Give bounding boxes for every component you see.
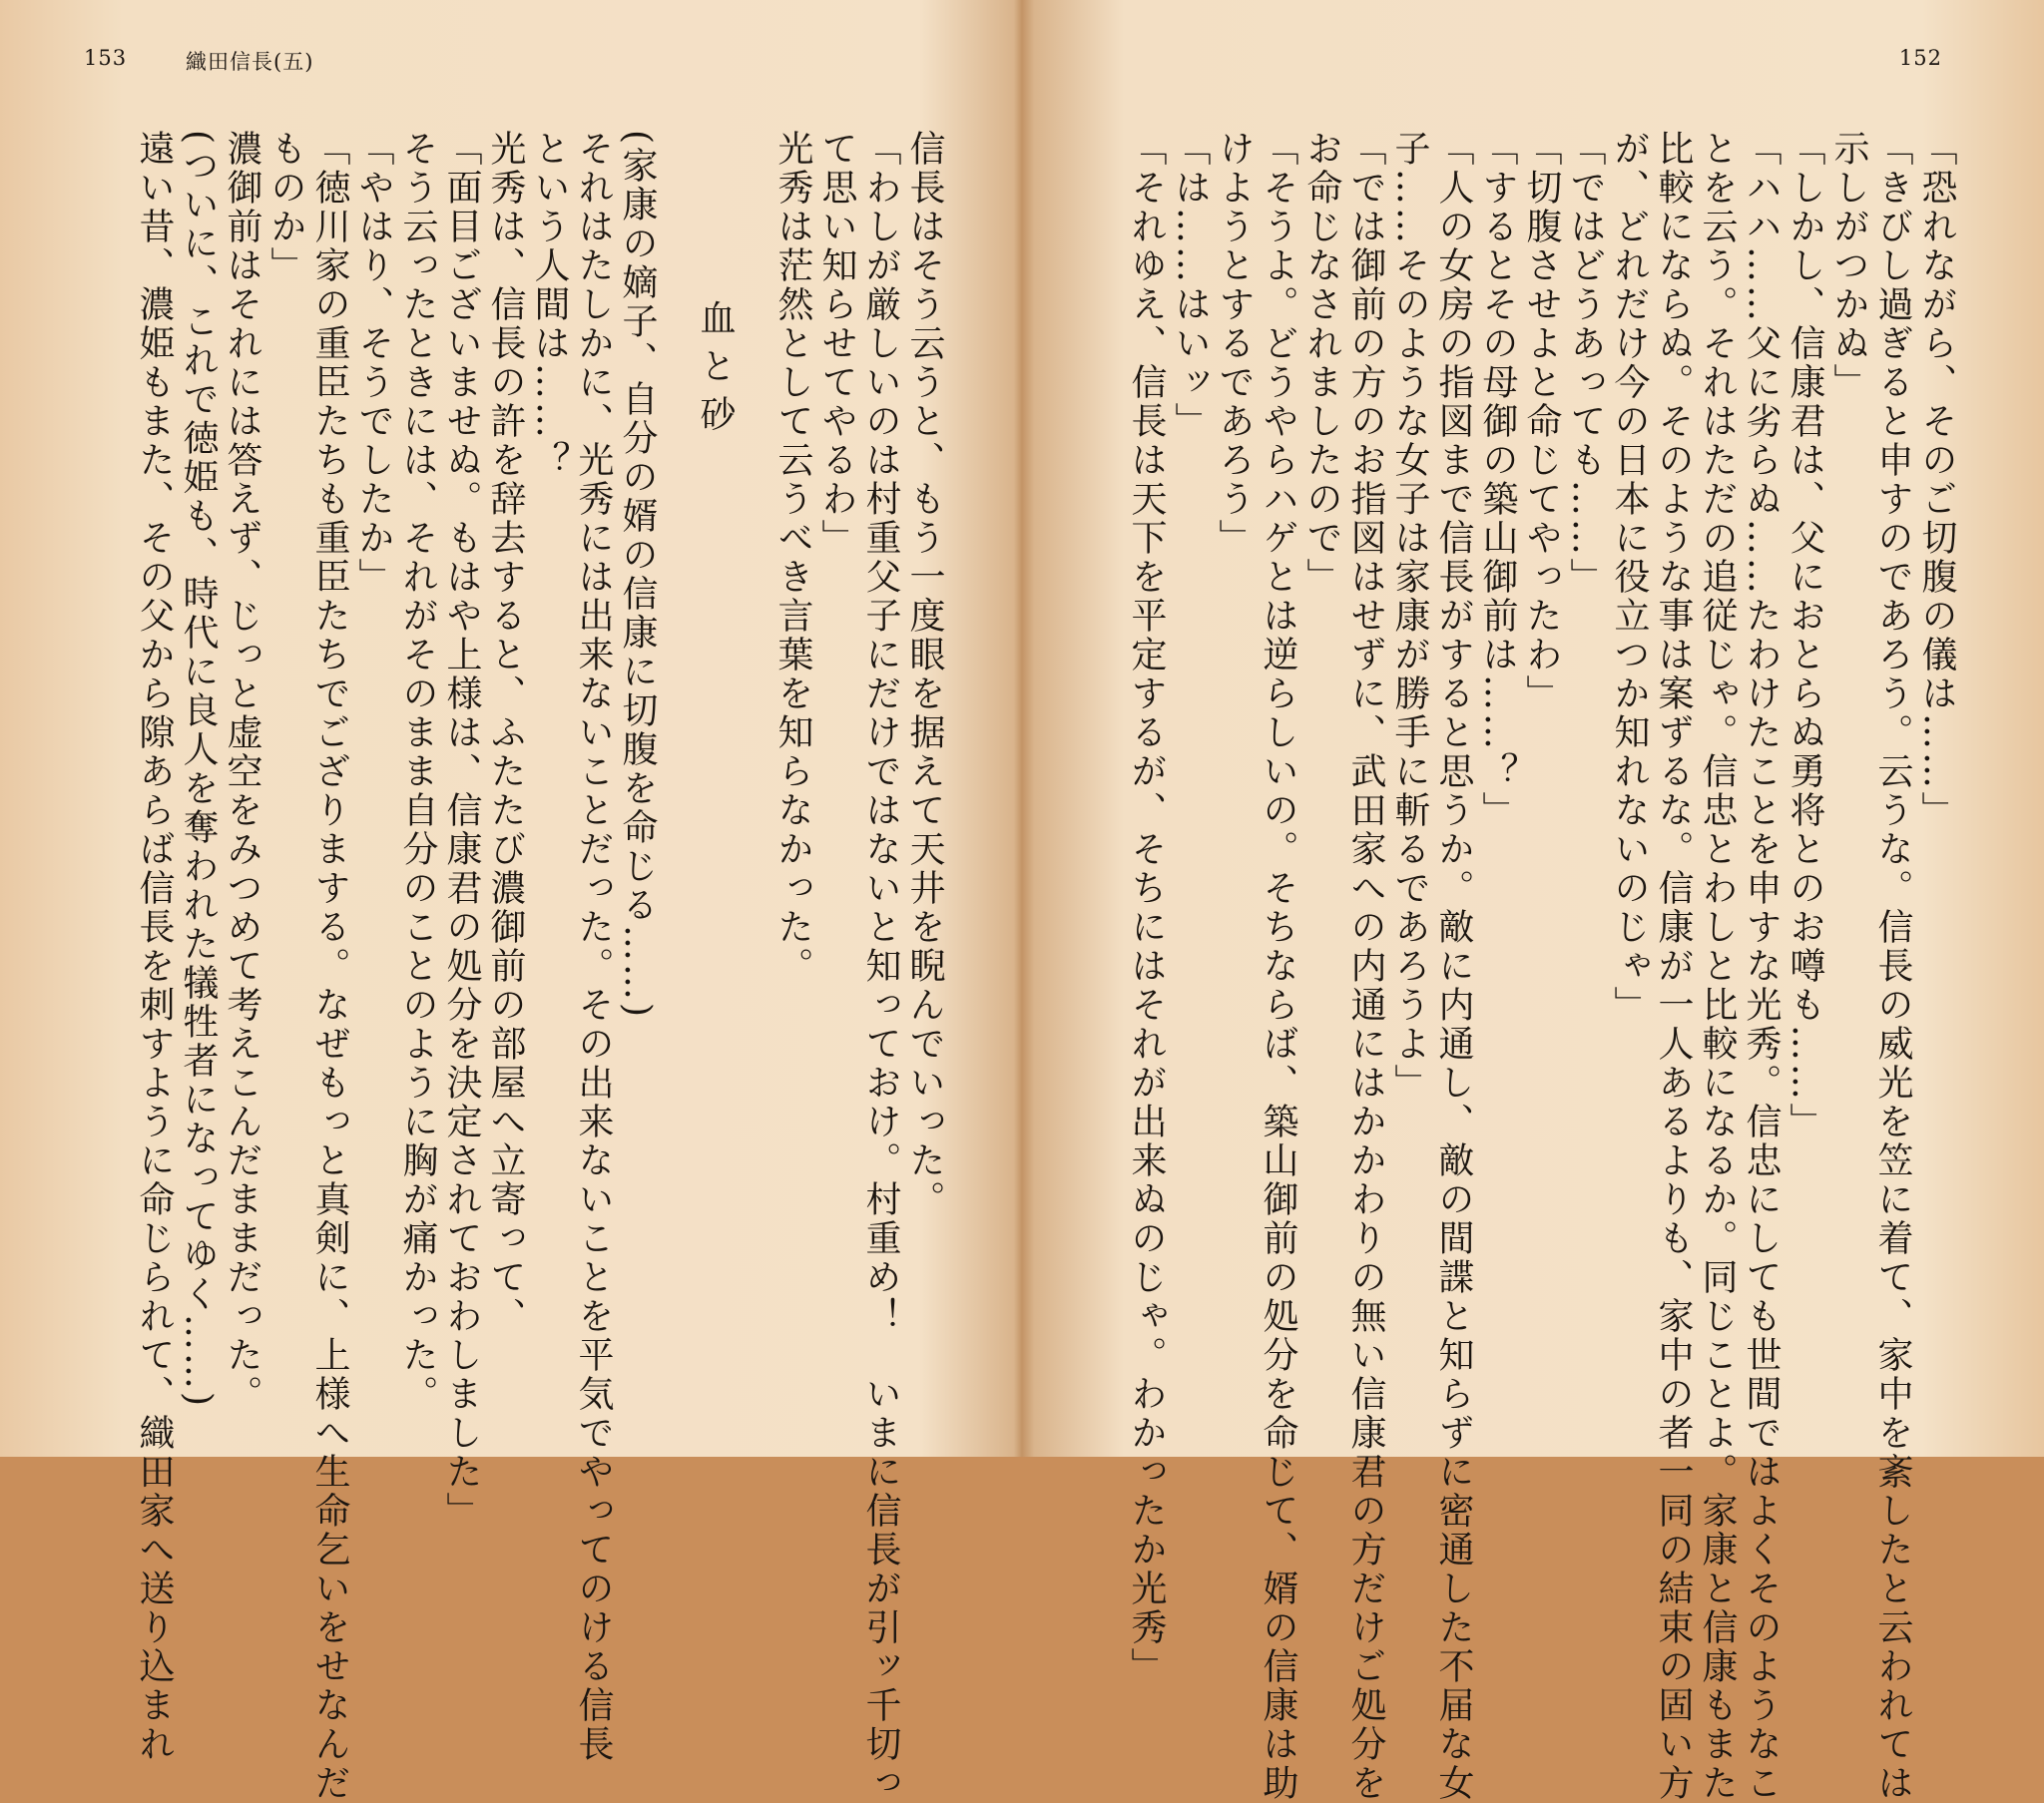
text-line: 「そうよ。どうやらハゲとは逆らしいの。そちならば、築山御前の処分を命じて、婿の信康は助	[1258, 130, 1298, 1803]
text-line: (家康の嫡子、自分の婿の信康に切腹を命じる……)	[617, 130, 658, 1021]
text-line: ものか」	[265, 130, 306, 285]
chapter-heading: 血と砂	[695, 299, 736, 443]
text-line: て思い知らせてやるわ」	[816, 130, 857, 558]
text-line: 「するとその母御の築山御前は……？」	[1477, 130, 1518, 830]
text-line: 子……そのような女子は家康が勝手に斬るであろうよ」	[1389, 130, 1430, 1103]
text-line: 「しかし、信康君は、父におとらぬ勇将とのお噂も……」	[1785, 130, 1825, 1141]
left-page	[0, 0, 1016, 1803]
text-line: 「切腹させよと命じてやったわ」	[1521, 130, 1562, 713]
text-line: (ついに、これで徳姫も、時代に良人を奪われた犠牲者になってゆく……)	[178, 130, 219, 1410]
text-line: 遠い昔、濃姫もまた、その父から隙あらば信長を刺すように命じられて、織田家へ送り込まれ	[134, 130, 175, 1764]
text-line: 比較にならぬ。そのような事は案ずるな。信康が一人あるよりも、家中の者一同の結束の固い方	[1653, 130, 1694, 1803]
text-line: 光秀は、信長の許を辞去すると、ふたたび濃御前の部屋へ立寄って、	[485, 130, 526, 1336]
text-line: それはたしかに、光秀には出来ないことだった。その出来ないことを平気でやってのける信長	[573, 130, 614, 1764]
text-line: 「ハハ……父に劣らぬ……たわけたことを申すな光秀。信忠にしても世間ではよくそのようなこ	[1741, 130, 1782, 1803]
text-line: 「面目ございませぬ。もはや上様は、信康君の処分を決定されておわしました」	[441, 130, 482, 1531]
text-line: が、どれだけ今の日本に役立つか知れないのじゃ」	[1609, 130, 1650, 1025]
text-line: 信長はそう云うと、もう一度眼を据えて天井を睨んでいった。	[904, 130, 945, 1219]
text-line: 示しがつかぬ」	[1828, 130, 1869, 402]
right-page-number: 152	[1898, 46, 1942, 70]
text-line: お命じなされましたので」	[1301, 130, 1342, 597]
text-line: 「それゆえ、信長は天下を平定するが、そちにはそれが出来ぬのじゃ。わかったか光秀」	[1126, 130, 1167, 1686]
text-line: 「では御前の方のお指図はせずに、武田家への内通にはかかわりの無い信康君の方だけご処分を	[1345, 130, 1386, 1803]
text-line: 「恐れながら、そのご切腹の儀は……」	[1916, 130, 1957, 830]
text-line: 「わしが厳しいのは村重父子にだけではないと知っておけ。村重め！ いまに信長が引ッ千切っ	[860, 130, 901, 1803]
text-line: けようとするであろう」	[1214, 130, 1255, 558]
text-line: 「徳川家の重臣たちも重臣たちでござりまする。なぜもっと真剣に、上様へ生命乞いをせなんだ	[309, 130, 350, 1803]
text-line: 濃御前はそれには答えず、じっと虚空をみつめて考えこんだままだった。	[222, 130, 262, 1414]
text-line: 光秀は茫然として云うべき言葉を知らなかった。	[772, 130, 813, 986]
text-line: とを云う。それはただの追従じゃ。信忠とわしと比較になるか。同じことよ。家康と信康もまた	[1697, 130, 1738, 1803]
right-page-body	[1124, 130, 1958, 1803]
text-line: 「やはり、そうでしたか」	[353, 130, 394, 597]
running-title: 織田信長(五)	[186, 50, 314, 74]
text-line: 「ではどうあっても……」	[1565, 130, 1606, 597]
text-line: という人間は……？	[529, 130, 570, 480]
left-page-body	[132, 130, 946, 1803]
right-page	[1028, 0, 2044, 1803]
text-line: そう云ったときには、それがそのまま自分のことのように胸が痛かった。	[397, 130, 438, 1414]
text-line: 「人の女房の指図まで信長がすると思うか。敵に内通し、敵の間諜と知らずに密通した不届な女	[1433, 130, 1474, 1803]
text-line: 「は……はいッ」	[1170, 130, 1211, 441]
left-page-number: 153	[84, 46, 128, 70]
text-line: 「きびし過ぎると申すのであろう。云うな。信長の威光を笠に着て、家中を紊したと云われては	[1872, 130, 1913, 1803]
